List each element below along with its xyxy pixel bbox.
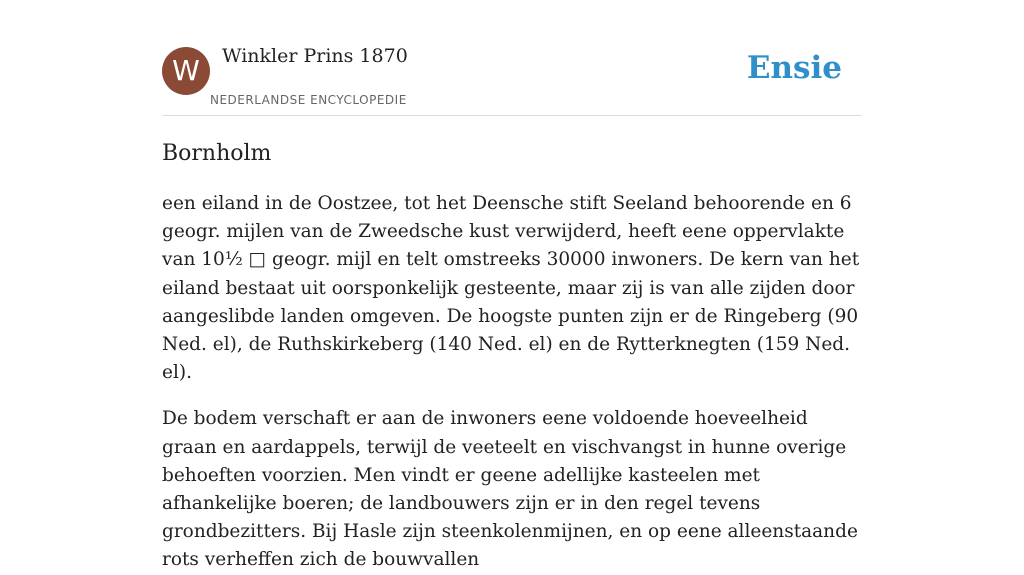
brand-logo[interactable]: Ensie [746,50,842,86]
article-title: Bornholm [162,141,272,166]
source-subtitle: NEDERLANDSE ENCYCLOPEDIE [210,93,407,107]
source-avatar[interactable]: W [162,47,210,95]
article-paragraph-2: De bodem verschaft er aan de inwoners eene voldoende hoeveelheid graan en aardappels, terwijl de veeteelt en vischvangst in hunne overige behoeften voorzien. Men vindt er geene adellijke kasteelen met afhankelijke boeren; de landbouwers zijn er in den regel tevens grondbezitters. Bij Hasle zijn steenkolenmijnen, en op eene alleenstaande rots verheffen zich de bouwvallen [162,408,858,571]
article-paragraph-1: een eiland in de Oostzee, tot het Deensche stift Seeland behoorende en 6 geogr. mijlen van de Zweedsche kust verwijderd, heeft eene oppervlakte van 10½ □ geogr. mijl en telt omstreeks 30000 inwoners. De kern van het eiland bestaat uit oorsponkelijk gesteente, maar zij is van alle zijden door aangeslibde landen omgeven. De hoogste punten zijn er de Ringeberg (90 Ned. el), de Ruthskirkeberg (140 Ned. el) en de Rytterknegten (159 Ned. el). [162,193,860,384]
header [162,0,862,116]
source-title[interactable]: Winkler Prins 1870 [222,45,408,67]
article [162,138,862,575]
